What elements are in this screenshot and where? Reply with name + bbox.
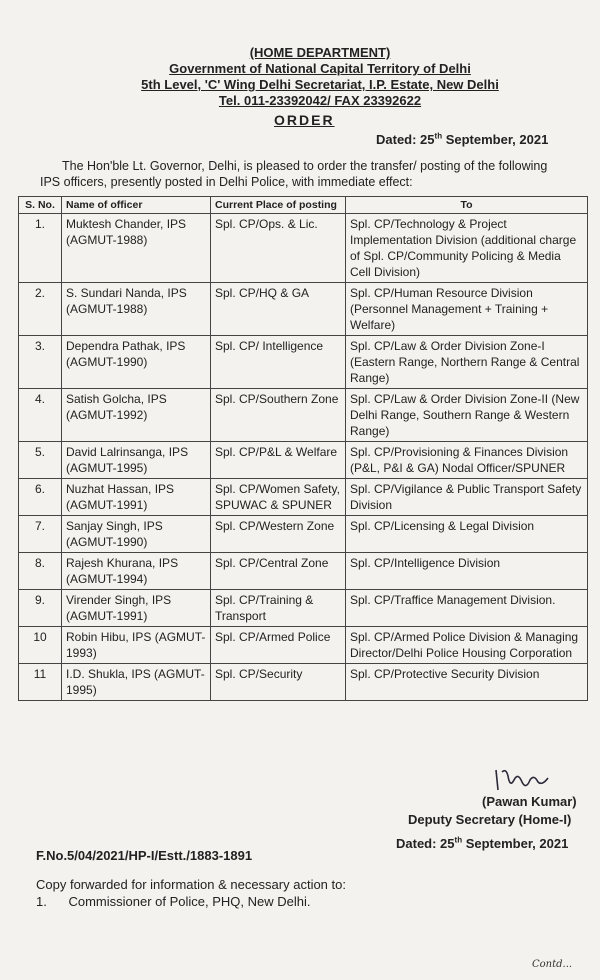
officer-name: Virender Singh, IPS (AGMUT-1991) xyxy=(62,590,211,627)
current-posting: Spl. CP/Security xyxy=(211,664,346,701)
new-posting: Spl. CP/Provisioning & Finances Division (P&L, P&I & GA) Nodal Officer/SPUNER xyxy=(346,442,588,479)
copy-forwarded xyxy=(36,876,346,910)
table-row xyxy=(19,336,588,389)
row-number: 4. xyxy=(19,389,62,442)
table-row xyxy=(19,664,588,701)
new-posting: Spl. CP/Intelligence Division xyxy=(346,553,588,590)
row-number: 9. xyxy=(19,590,62,627)
table-row xyxy=(19,389,588,442)
new-posting: Spl. CP/Human Resource Division (Personnel Management + Training + Welfare) xyxy=(346,283,588,336)
current-posting: Spl. CP/Ops. & Lic. xyxy=(211,214,346,283)
current-posting: Spl. CP/Armed Police xyxy=(211,627,346,664)
signatory-name: (Pawan Kumar) xyxy=(482,794,577,809)
header-address: 5th Level, 'C' Wing Delhi Secretariat, I.P. Estate, New Delhi xyxy=(141,77,499,92)
officer-name: Dependra Pathak, IPS (AGMUT-1990) xyxy=(62,336,211,389)
header-name: Name of officer xyxy=(62,197,211,214)
new-posting: Spl. CP/Armed Police Division & Managing Director/Delhi Police Housing Corporation xyxy=(346,627,588,664)
officer-name: Rajesh Khurana, IPS (AGMUT-1994) xyxy=(62,553,211,590)
row-number: 8. xyxy=(19,553,62,590)
current-posting: Spl. CP/Women Safety, SPUWAC & SPUNER xyxy=(211,479,346,516)
new-posting: Spl. CP/Vigilance & Public Transport Safety Division xyxy=(346,479,588,516)
copy-item-number: 1. xyxy=(36,894,47,909)
officer-name: Muktesh Chander, IPS (AGMUT-1988) xyxy=(62,214,211,283)
table-row xyxy=(19,516,588,553)
officer-name: Nuzhat Hassan, IPS (AGMUT-1991) xyxy=(62,479,211,516)
signatory-designation: Deputy Secretary (Home-I) xyxy=(408,812,572,827)
table-row xyxy=(19,553,588,590)
header-sno: S. No. xyxy=(19,197,62,214)
table-row xyxy=(19,283,588,336)
current-posting: Spl. CP/Southern Zone xyxy=(211,389,346,442)
officer-name: S. Sundari Nanda, IPS (AGMUT-1988) xyxy=(62,283,211,336)
header-phone: Tel. 011-23392042/ FAX 23392622 xyxy=(218,93,422,108)
continued-note: Contd... xyxy=(532,959,573,970)
row-number: 11 xyxy=(19,664,62,701)
current-posting: Spl. CP/Central Zone xyxy=(211,553,346,590)
order-date: Dated: 25th September, 2021 xyxy=(376,131,549,147)
signature-mark xyxy=(492,766,552,796)
row-number: 2. xyxy=(19,283,62,336)
current-posting: Spl. CP/ Intelligence xyxy=(211,336,346,389)
officer-name: Satish Golcha, IPS (AGMUT-1992) xyxy=(62,389,211,442)
current-posting: Spl. CP/HQ & GA xyxy=(211,283,346,336)
current-posting: Spl. CP/Western Zone xyxy=(211,516,346,553)
officer-name: David Lalrinsanga, IPS (AGMUT-1995) xyxy=(62,442,211,479)
copy-item-text: Commissioner of Police, PHQ, New Delhi. xyxy=(68,894,311,909)
table-row xyxy=(19,590,588,627)
header-department: (HOME DEPARTMENT) xyxy=(249,45,391,60)
file-number: F.No.5/04/2021/HP-I/Estt./1883-1891 xyxy=(36,848,253,863)
new-posting: Spl. CP/Licensing & Legal Division xyxy=(346,516,588,553)
current-posting: Spl. CP/P&L & Welfare xyxy=(211,442,346,479)
table-header-row xyxy=(19,197,588,214)
table-row xyxy=(19,442,588,479)
table-row xyxy=(19,214,588,283)
row-number: 7. xyxy=(19,516,62,553)
header-government: Government of National Capital Territory of Delhi xyxy=(169,61,471,76)
row-number: 3. xyxy=(19,336,62,389)
copy-item xyxy=(36,893,346,910)
officer-name: I.D. Shukla, IPS (AGMUT-1995) xyxy=(62,664,211,701)
officer-name: Robin Hibu, IPS (AGMUT-1993) xyxy=(62,627,211,664)
new-posting: Spl. CP/Protective Security Division xyxy=(346,664,588,701)
current-posting: Spl. CP/Training & Transport xyxy=(211,590,346,627)
officer-name: Sanjay Singh, IPS (AGMUT-1990) xyxy=(62,516,211,553)
new-posting: Spl. CP/Law & Order Division Zone-II (New Delhi Range, Southern Range & Western Range) xyxy=(346,389,588,442)
intro-paragraph: The Hon'ble Lt. Governor, Delhi, is pleased to order the transfer/ posting of the following IPS officers, presently posted in Delhi Police, with immediate effect: xyxy=(40,159,548,189)
order-title: ORDER xyxy=(274,112,335,128)
row-number: 10 xyxy=(19,627,62,664)
table-row xyxy=(19,479,588,516)
new-posting: Spl. CP/Traffice Management Division. xyxy=(346,590,588,627)
copy-line: Copy forwarded for information & necessary action to: xyxy=(36,877,346,892)
header-current: Current Place of posting xyxy=(211,197,346,214)
transfer-table xyxy=(18,196,588,701)
header-to: To xyxy=(346,197,588,214)
row-number: 1. xyxy=(19,214,62,283)
row-number: 6. xyxy=(19,479,62,516)
new-posting: Spl. CP/Law & Order Division Zone-I (Eastern Range, Northern Range & Central Range) xyxy=(346,336,588,389)
footer-date: Dated: 25th September, 2021 xyxy=(396,835,569,851)
table-row xyxy=(19,627,588,664)
row-number: 5. xyxy=(19,442,62,479)
new-posting: Spl. CP/Technology & Project Implementation Division (additional charge of Spl. CP/Community Policing & Media Cell Division) xyxy=(346,214,588,283)
